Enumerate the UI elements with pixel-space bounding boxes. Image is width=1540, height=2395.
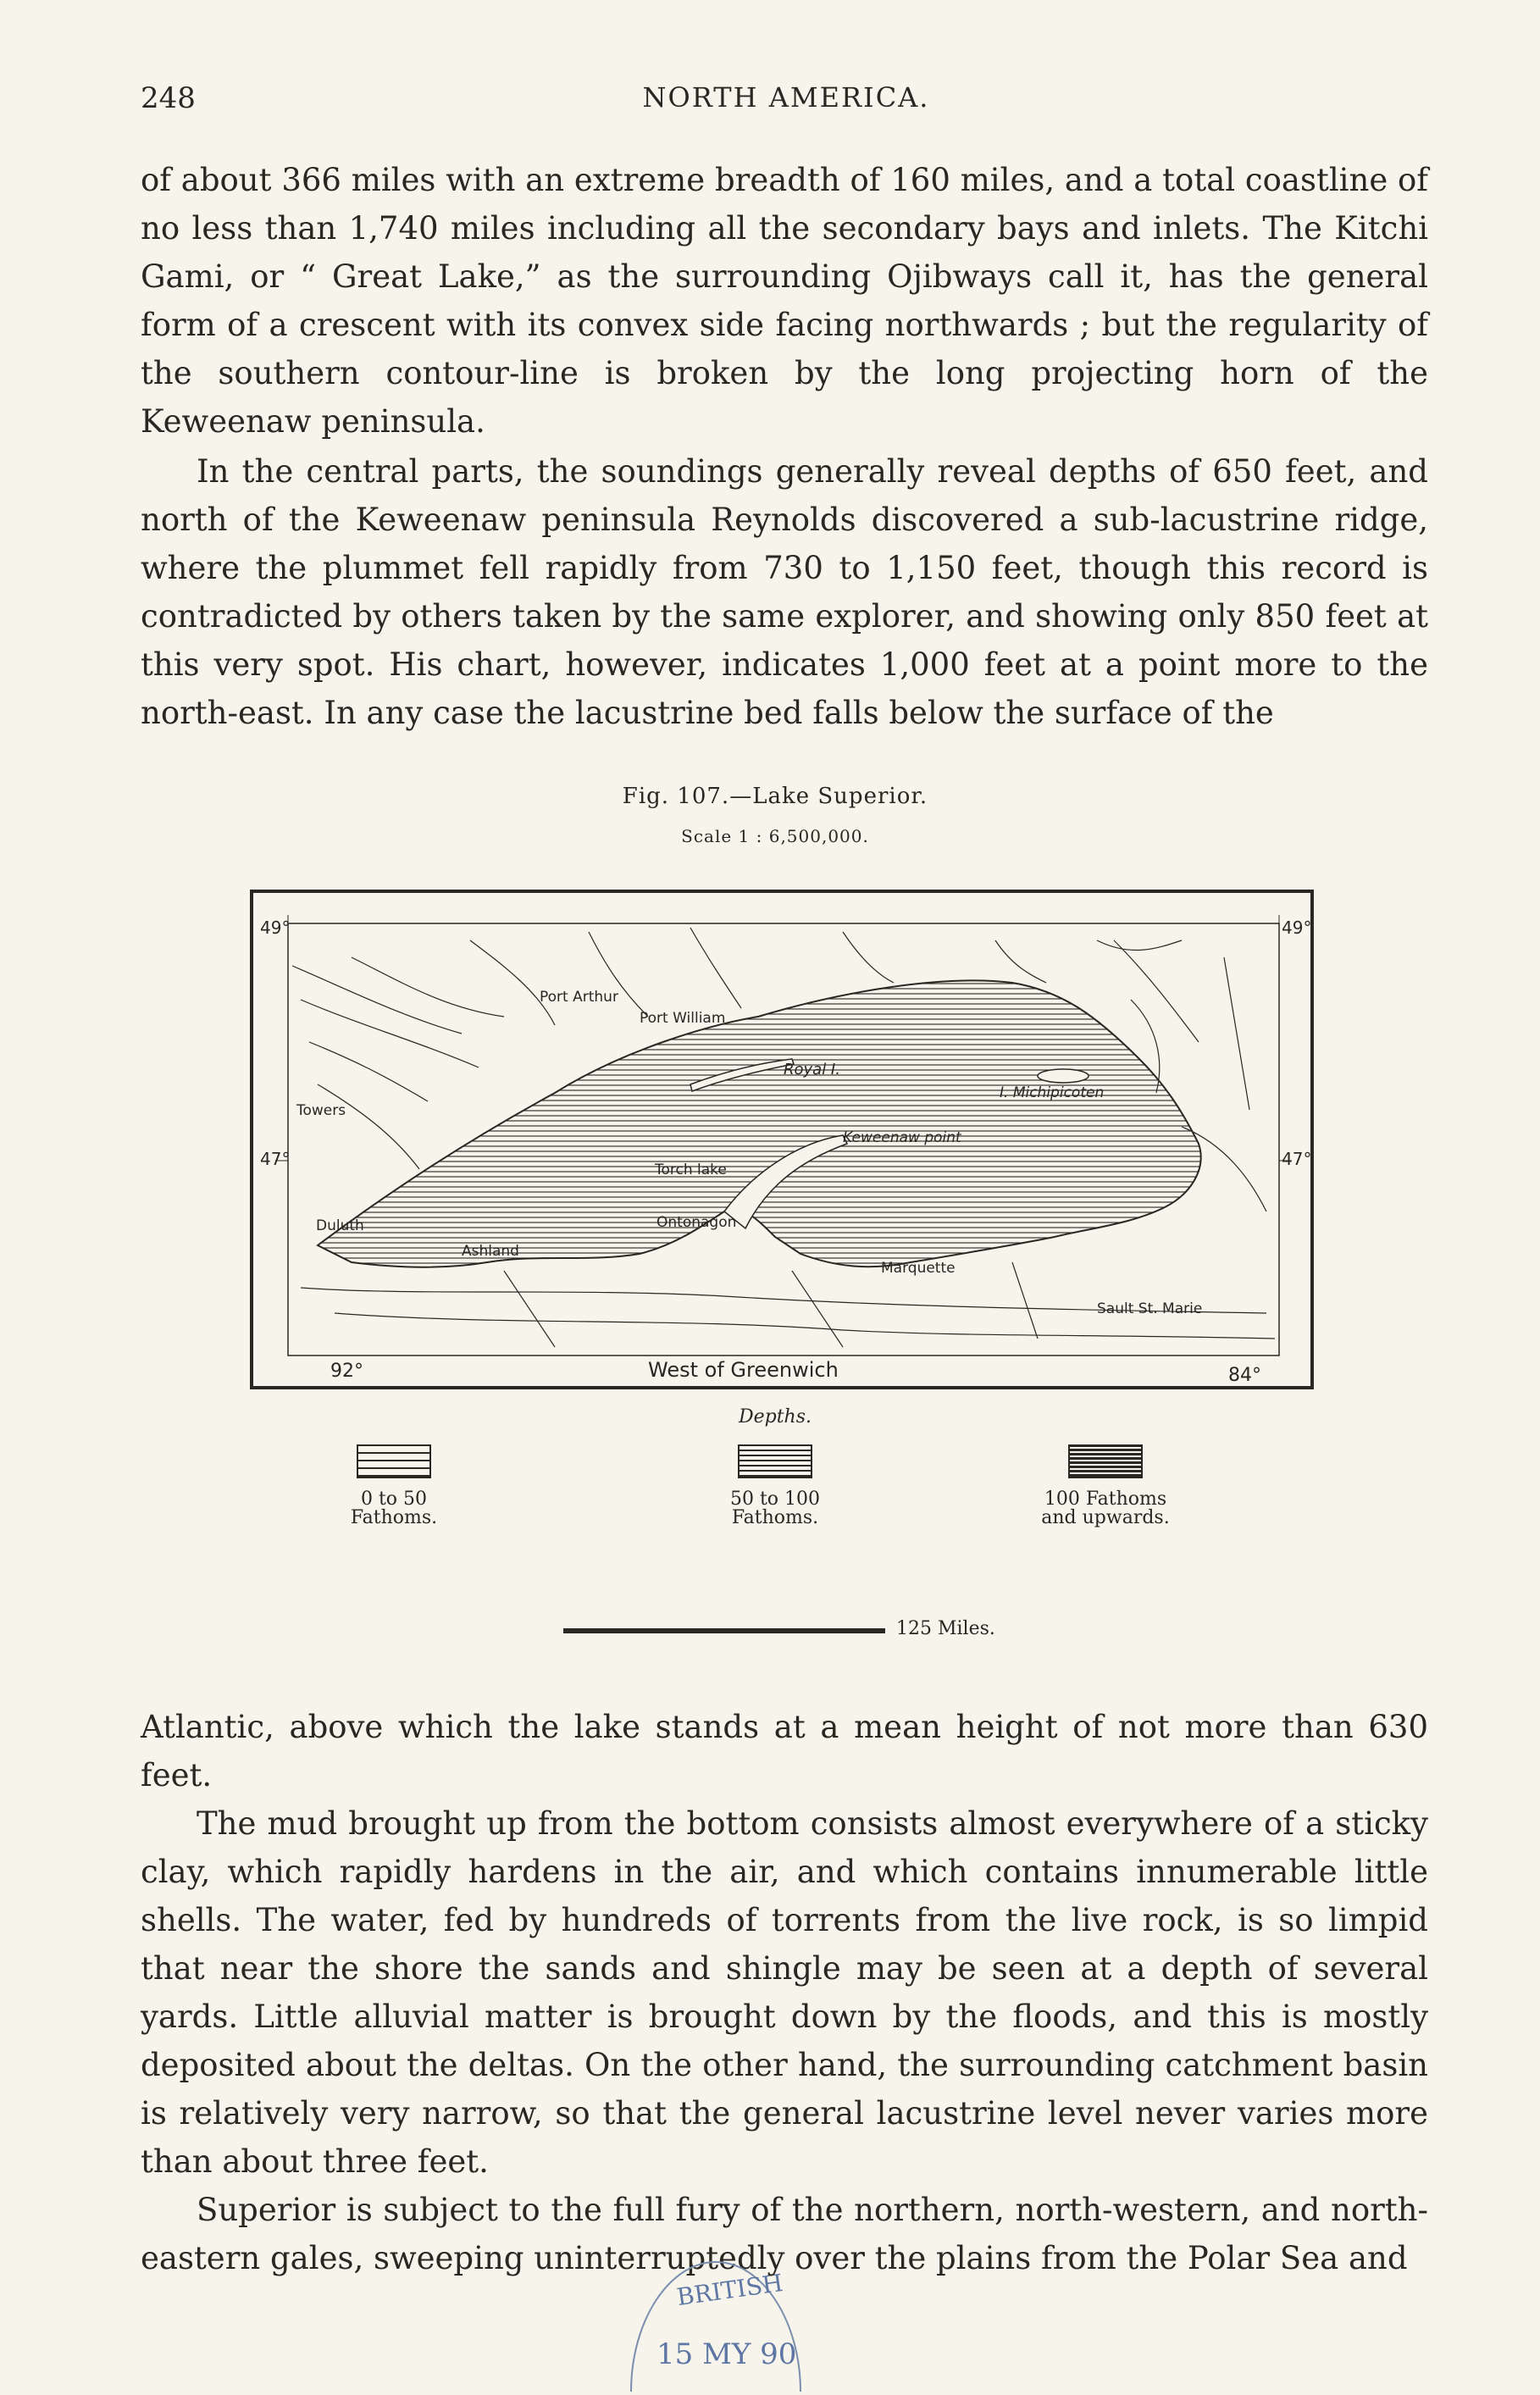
label-port-william: Port William <box>640 1010 726 1027</box>
label-torch-lake: Torch lake <box>655 1161 727 1178</box>
figure-lake-superior <box>246 784 1312 1656</box>
running-head: NORTH AMERICA. <box>642 81 930 114</box>
lat-label-mid-right: 47° <box>1282 1149 1312 1169</box>
legend-item-shallow-line1: 0 to 50 <box>360 1489 428 1510</box>
legend-title: Depths. <box>738 1406 812 1428</box>
scale-bar <box>563 1618 1072 1644</box>
label-ontonagon: Ontonagon <box>656 1214 737 1231</box>
lon-label-right: 84° <box>1228 1365 1261 1386</box>
page-number: 248 <box>141 81 196 115</box>
legend-item-medium-line1: 50 to 100 <box>729 1489 821 1510</box>
stamp-line1: BRITISH <box>674 2268 785 2312</box>
scale-bar-label: 125 Miles. <box>896 1618 995 1639</box>
lake-superior-map <box>250 890 1314 1389</box>
label-port-arthur: Port Arthur <box>540 989 618 1006</box>
michipicoten-island <box>1038 1069 1089 1083</box>
lat-label-top-left: 49° <box>260 918 291 938</box>
legend-item-deep-line2: and upwards. <box>1041 1507 1170 1528</box>
paragraph-5: Superior is subject to the full fury of the northern, north-western, and north-eastern gales, sweeping uninterruptedly over the plains from the Polar Sea and <box>141 2192 1428 2276</box>
paragraph-3: Atlantic, above which the lake stands at a mean height of not more than 630 feet. <box>141 1709 1428 1793</box>
label-royal: Royal I. <box>784 1061 840 1078</box>
label-ashland: Ashland <box>462 1243 519 1260</box>
label-sault-ste-marie: Sault St. Marie <box>1097 1300 1203 1317</box>
stamp-line2: 15 MY 90 <box>656 2337 797 2371</box>
library-stamp <box>610 2254 822 2392</box>
legend-item-medium-line2: Fathoms. <box>731 1507 819 1528</box>
map-svg <box>250 890 1314 1389</box>
legend-swatch-medium <box>738 1444 812 1478</box>
page-header <box>141 81 1432 119</box>
figure-scale: Scale 1 : 6,500,000. <box>681 826 869 846</box>
lat-label-top-right: 49° <box>1282 918 1312 938</box>
paragraph-1: of about 366 miles with an extreme breadth of 160 miles, and a total coastline of no less than 1,740 miles including all the secondary bays and inlets. The Kitchi Gami, or “ Great Lake,” as the surrounding Ojibways call it, has the general form of a crescent with its convex side facing northwards ; but the regularity of the southern contour-line is broken by the long projecting horn of the Keweenaw peninsula. <box>141 162 1428 440</box>
label-duluth: Duluth <box>316 1217 364 1234</box>
legend-item-shallow <box>301 1444 487 1527</box>
legend-swatch-deep <box>1068 1444 1143 1478</box>
paragraph-4: The mud brought up from the bottom consists almost everywhere of a sticky clay, which rapidly hardens in the air, and which contains innumerable little shells. The water, fed by hundreds of torrents from the live rock, is so limpid that near the shore the sands and shingle may be seen at a depth of several yards. Little alluvial matter is brought down by the floods, and this is mostly deposited about the deltas. On the other hand, the surrounding catchment basin is relatively very narrow, so that the general lacustrine level never varies more than about three feet. <box>141 1805 1428 2180</box>
scale-bar-line <box>563 1628 885 1633</box>
legend-swatch-shallow <box>357 1444 431 1478</box>
lon-label-left: 92° <box>330 1361 363 1382</box>
meridian-note: West of Greenwich <box>648 1358 839 1382</box>
lat-label-mid-left: 47° <box>260 1149 291 1169</box>
figure-caption: Fig. 107.—Lake Superior. <box>622 784 928 809</box>
label-michipicoten: I. Michipicoten <box>1000 1084 1105 1101</box>
stamp-svg <box>610 2254 822 2392</box>
legend-item-shallow-line2: Fathoms. <box>350 1507 438 1528</box>
label-keweenaw-point: Keweenaw point <box>843 1129 961 1146</box>
label-towers: Towers <box>296 1102 346 1119</box>
legend-item-deep <box>1012 1444 1199 1527</box>
paragraph-2: In the central parts, the soundings generally reveal depths of 650 feet, and north of the Keweenaw peninsula Reynolds discovered a sub-lacustrine ridge, where the plummet fell rapidly from 730 to 1,150 feet, though this record is contradicted by others taken by the same explorer, and showing only 850 feet at this very spot. His chart, however, indicates 1,000 feet at a point more to the north-east. In any case the lacustrine bed falls below the surface of the <box>141 453 1428 731</box>
label-marquette: Marquette <box>881 1260 956 1277</box>
legend-item-deep-line1: 100 Fathoms <box>1044 1489 1167 1510</box>
legend-item-medium <box>682 1444 868 1527</box>
depth-legend <box>246 1444 1305 1538</box>
